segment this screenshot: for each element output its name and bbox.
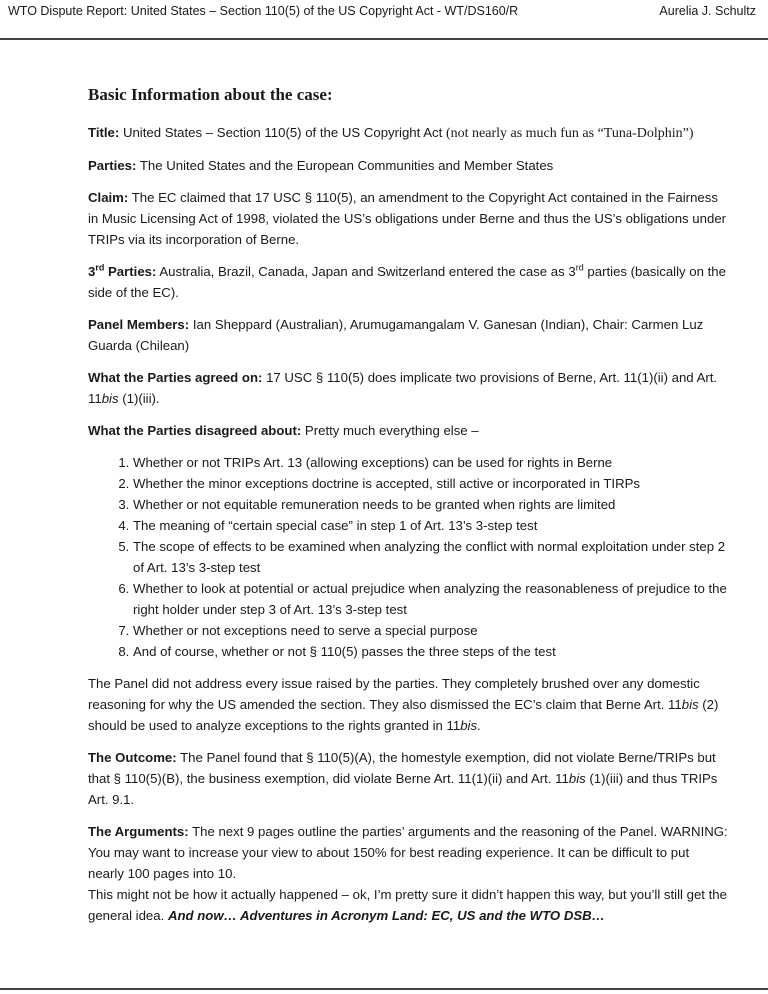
title-label: Title: <box>88 125 120 140</box>
third-parties-text-a: Australia, Brazil, Canada, Japan and Switzerland entered the case as 3 <box>159 264 576 279</box>
agreed-text-a: 17 USC § 110(5) does implicate two provisions of Berne, Art. 11(1)(ii) and Art. 11 <box>88 370 718 406</box>
parties-label: Parties: <box>88 158 137 173</box>
claim-text: The EC claimed that 17 USC § 110(5), an amendment to the Copyright Act contained in the Fairness in Music Licensing Act of 1998, violated the US’s obligations under Berne and thus the US’s obligations under TRIPs via its incorporation of Berne. <box>88 190 727 247</box>
header-rule <box>0 38 768 40</box>
panel-text: Ian Sheppard (Australian), Arumugamangalam V. Ganesan (Indian), Chair: Carmen Luz Guarda (Chilean) <box>88 317 704 353</box>
list-item: 7. Whether or not exceptions need to serve a special purpose <box>133 620 728 641</box>
agreed-paragraph <box>88 367 728 409</box>
document-body <box>88 84 728 937</box>
disagreed-text: Pretty much everything else – <box>304 423 479 438</box>
list-item: 5. The scope of effects to be examined when analyzing the conflict with normal exploitation under step 2 of Art. 13’s 3-step test <box>133 536 728 578</box>
outcome-label: The Outcome: <box>88 750 177 765</box>
arguments-paragraph-2 <box>88 884 728 926</box>
third-parties-text-b: parties (basically on the side of the EC). <box>88 264 726 300</box>
arguments-label: The Arguments: <box>88 824 189 839</box>
page-header <box>0 0 768 36</box>
third-parties-label: 3rd Parties: <box>88 262 157 279</box>
agreed-italic: bis <box>101 391 119 406</box>
title-text: United States – Section 110(5) of the US Copyright Act <box>122 125 443 140</box>
claim-label: Claim: <box>88 190 129 205</box>
footer-rule <box>0 988 768 990</box>
arguments-paragraph <box>88 821 728 884</box>
arguments-closing: And now… Adventures in Acronym Land: EC, US and the WTO DSB… <box>167 908 605 923</box>
arguments-text-1: The next 9 pages outline the parties’ arguments and the reasoning of the Panel. WARNING: You may want to increase your view to about 150% for best reading experience. It can be difficult to put nearly 100 pages into 10. <box>88 824 728 881</box>
disagreement-list <box>88 452 728 662</box>
list-item: 2. Whether the minor exceptions doctrine is accepted, still active or incorporated in TIRPs <box>133 473 728 494</box>
parties-paragraph <box>88 155 728 176</box>
list-item: 1. Whether or not TRIPs Art. 13 (allowing exceptions) can be used for rights in Berne <box>133 452 728 473</box>
outcome-paragraph: The Outcome: The Panel found that § 110(5)(A), the homestyle exemption, did not violate Berne/TRIPs but that § 110(5)(B), the business exemption, did violate Berne Art. 11(1)(ii) and Art. 11bis (1)(iii) and thus TRIPs Art. 9.1. <box>88 750 718 807</box>
list-item: 8. And of course, whether or not § 110(5) passes the three steps of the test <box>133 641 728 662</box>
header-author: Aurelia J. Schultz <box>659 4 756 18</box>
disagreed-label: What the Parties disagreed about: <box>88 423 302 438</box>
title-paragraph <box>88 122 728 144</box>
panel-note-paragraph: The Panel did not address every issue raised by the parties. They completely brushed over any domestic reasoning for why the US amended the section. They also dismissed the EC’s claim that Berne Art. 11bis (2) should be used to analyze exceptions to the rights granted in 11bis. <box>88 676 719 733</box>
parties-text: The United States and the European Communities and Member States <box>139 158 554 173</box>
title-note: (not nearly as much fun as “Tuna-Dolphin”) <box>445 126 694 141</box>
list-item: 6. Whether to look at potential or actual prejudice when analyzing the reasonableness of prejudice to the right holder under step 3 of Art. 13’s 3-step test <box>133 578 728 620</box>
section-heading: Basic Information about the case: <box>88 85 333 104</box>
claim-paragraph <box>88 187 728 250</box>
disagreed-paragraph <box>88 420 728 441</box>
list-item: 4. The meaning of “certain special case” in step 1 of Art. 13’s 3-step test <box>133 515 728 536</box>
header-title: WTO Dispute Report: United States – Section 110(5) of the US Copyright Act - WT/DS160/R <box>8 4 519 18</box>
panel-paragraph <box>88 314 728 356</box>
third-parties-sup: rd <box>575 262 584 273</box>
arguments-text-2: This might not be how it actually happened – ok, I’m pretty sure it didn’t happen this way, but you’ll still get the general idea. <box>88 887 727 923</box>
agreed-label: What the Parties agreed on: <box>88 370 263 385</box>
agreed-text-b: (1)(iii). <box>122 391 160 406</box>
panel-label: Panel Members: <box>88 317 190 332</box>
third-parties-paragraph <box>88 261 728 303</box>
list-item: 3. Whether or not equitable remuneration needs to be granted when rights are limited <box>133 494 728 515</box>
